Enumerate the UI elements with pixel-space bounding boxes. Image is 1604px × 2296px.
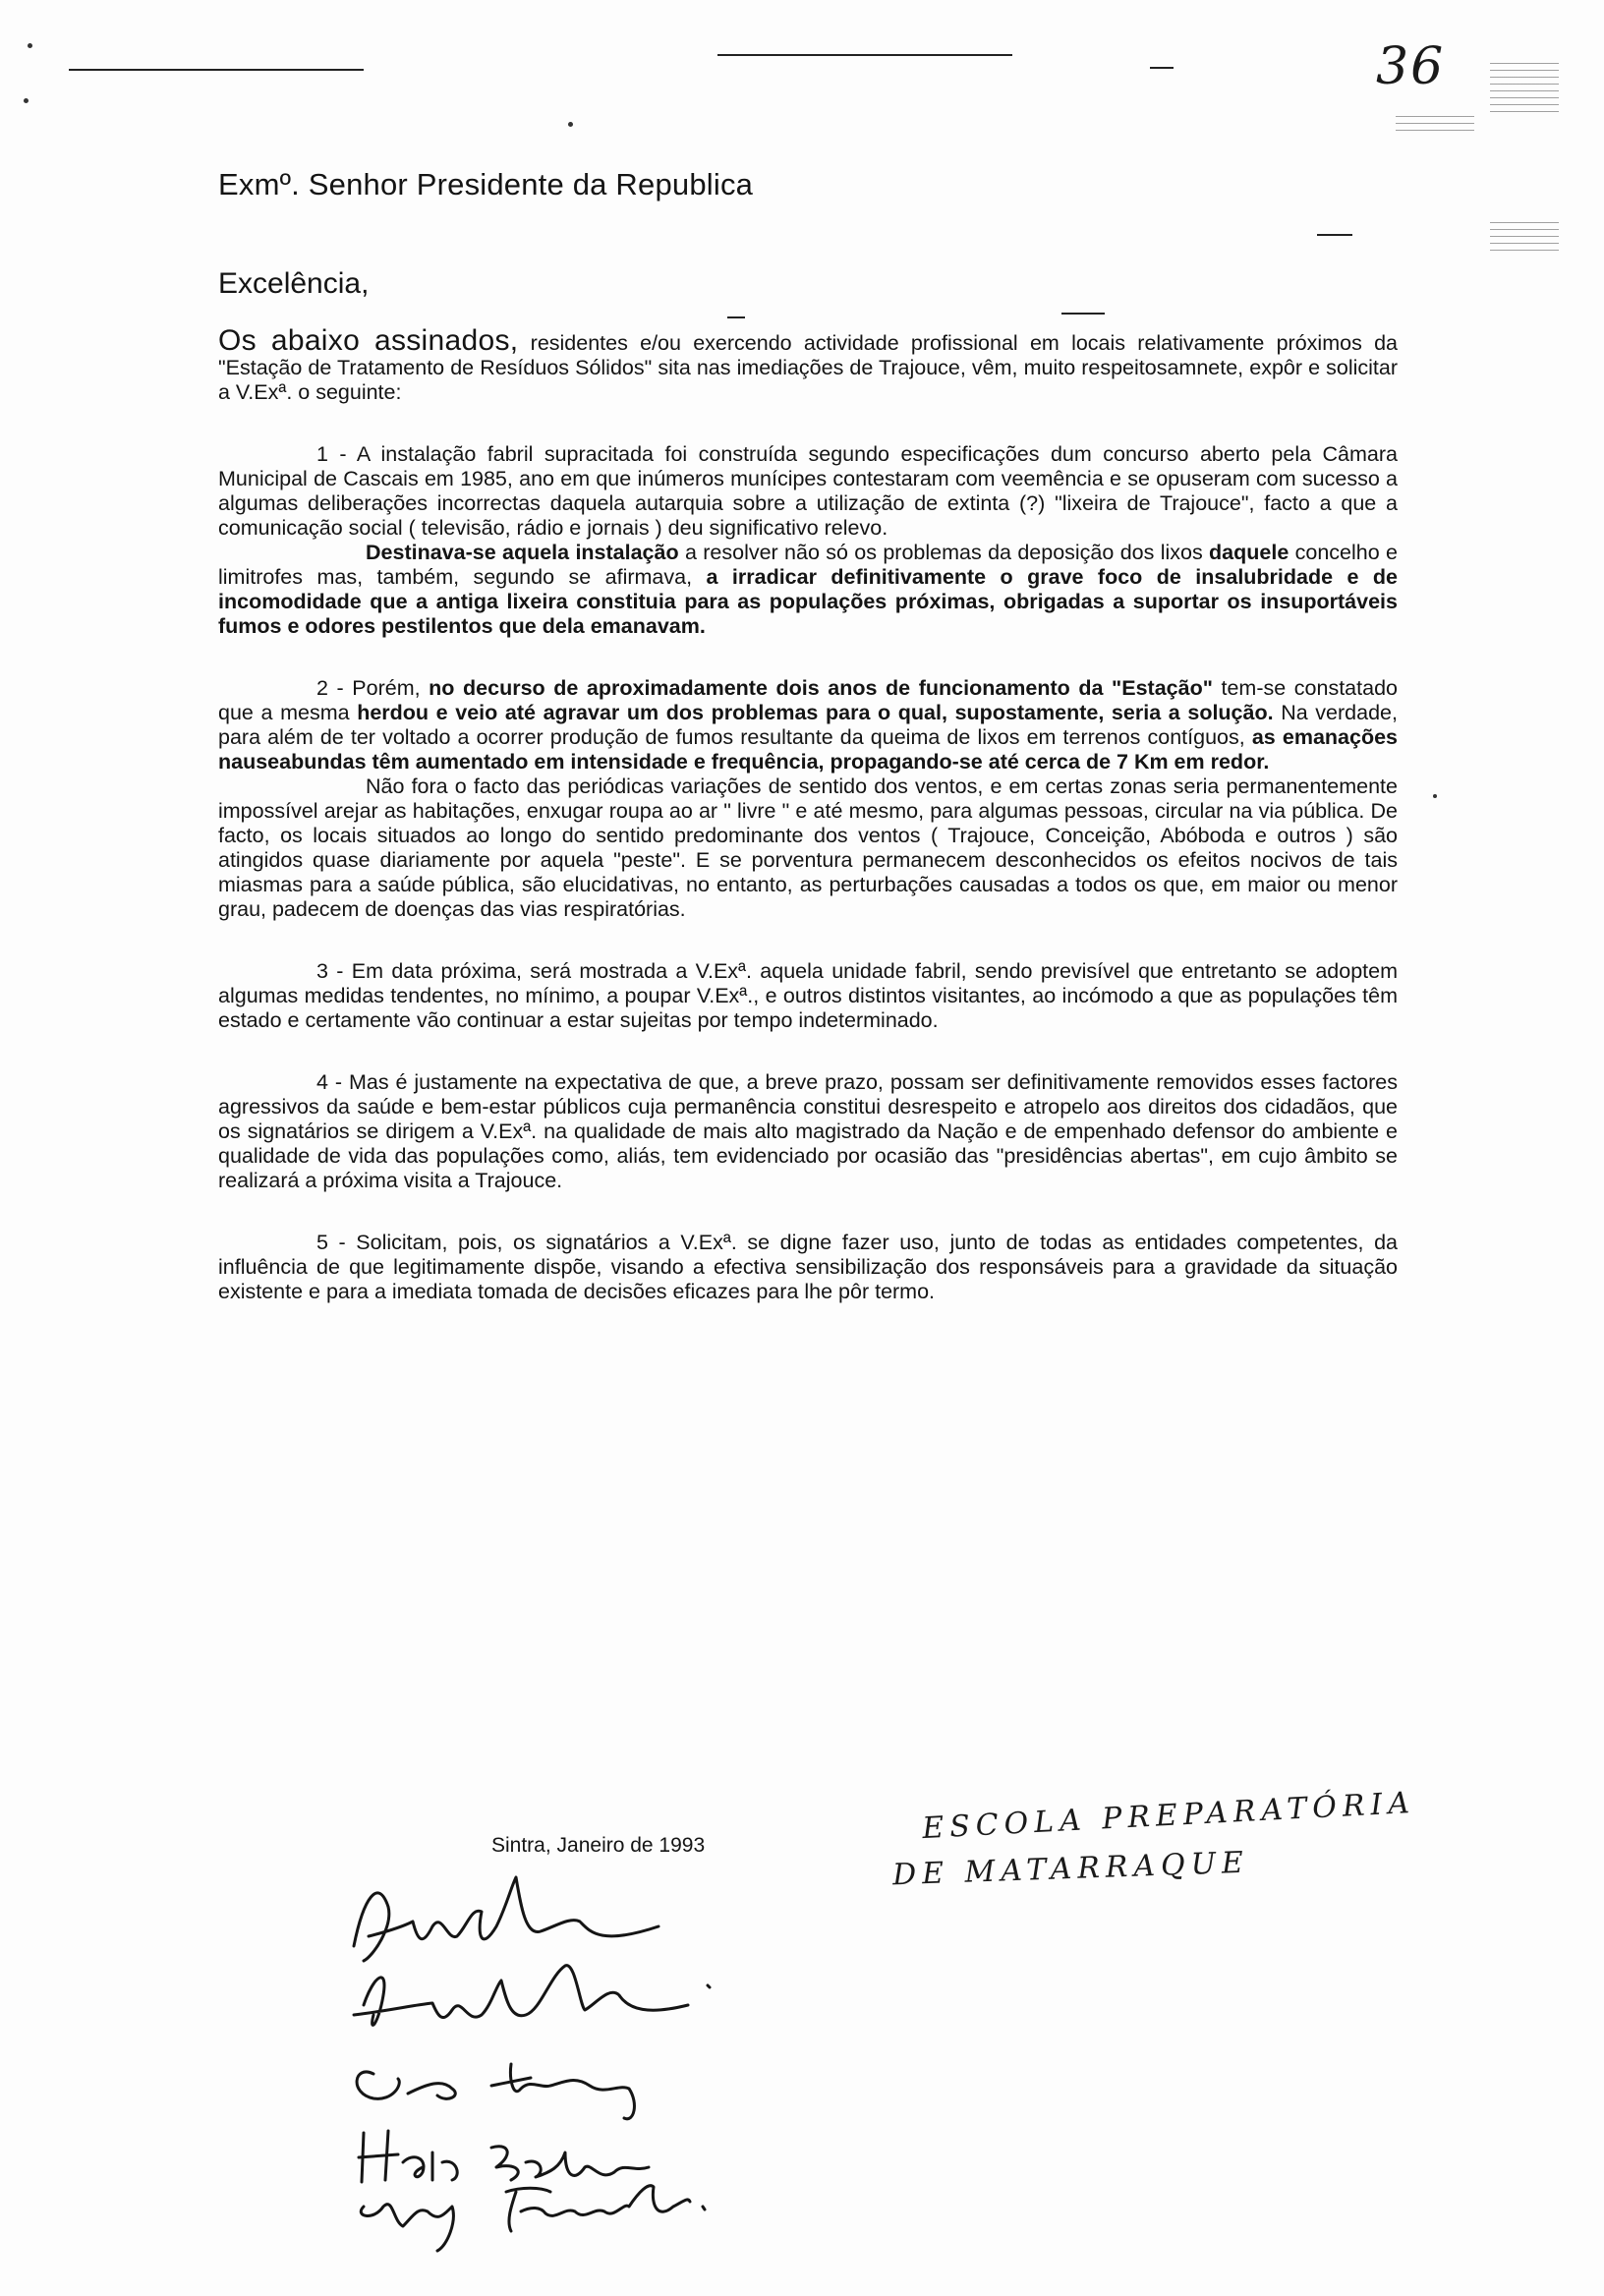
school-line-1: ESCOLA PREPARATÓRIA: [921, 1785, 1416, 1847]
scan-artifact-noise: [1490, 216, 1559, 256]
scan-artifact-noise: [1490, 57, 1559, 116]
paragraph-1: 1 - A instalação fabril supracitada foi construída segundo especificações dum concurso aberto pela Câmara Municipal de Cascais em 1985, ano em que inúmeros munícipes contestaram com veemência e se opuseram com sucesso a algumas deliberações incorrectas daquela autarquia sobre a utilização de extinta (?) "lixeira de Trajouce", facto a que a comunicação social ( televisão, rádio e jornais ) deu significativo relevo.: [218, 442, 1398, 540]
paragraph-1b-bold-1: Destinava-se aquela instalação: [366, 541, 679, 564]
place-and-date: Sintra, Janeiro de 1993: [491, 1834, 706, 1857]
intro-text: residentes e/ou exercendo actividade profissional em locais relativamente próximos da "Estação de Tratamento de Resíduos Sólidos" sita nas imediações de Trajouce, vêm, muito respeitosamnete, expôr e solicitar a V.Exª. o seguinte:: [218, 331, 1398, 404]
page-number: 36: [1376, 37, 1446, 96]
handwritten-school-annotation: [891, 1785, 1443, 1928]
paragraph-5: 5 - Solicitam, pois, os signatários a V.Exª. se digne fazer uso, junto de todas as entidades competentes, da influência de que legitimamente dispõe, visando a efectiva sensibilização dos responsáveis para a gravidade da situação existente e para a imediata tomada de decisões eficazes para lhe pôr termo.: [218, 1231, 1398, 1303]
paragraph-4: 4 - Mas é justamente na expectativa de que, a breve prazo, possam ser definitivamente removidos esses factores agressivos da saúde e bem-estar públicos cuja permanência constitui desrespeito e atropelo aos direitos dos cidadãos, que os signatários se dirigem a V.Exª. na qualidade de mais alto magistrado da Nação e de empenhado defensor do ambiente e qualidade de vida das populações como, aliás, tem evidenciado por ocasião das "presidências abertas", em cujo âmbito se realizará a próxima visita a Trajouce.: [218, 1070, 1398, 1192]
paragraph-2-bold-1: no decurso de aproximadamente dois anos de funcionamento da "Estação": [429, 676, 1213, 700]
paragraph-1b-text-2: concelho e limitrofes mas, também, segundo se afirmava,: [218, 541, 1398, 589]
paragraph-2-text-a: 2 - Porém,: [316, 676, 430, 700]
letter-salutation: Excelência,: [218, 267, 370, 300]
paragraph-2-bold-2: herdou e veio até agravar um dos problemas para o qual, supostamente, seria a solução.: [357, 701, 1274, 724]
intro-paragraph: [218, 324, 1398, 405]
signature-2-mark: [354, 1966, 710, 2026]
scan-artifact-noise: [1396, 110, 1474, 132]
handwritten-signatures: [334, 1867, 944, 2261]
letter-addressee: Exmº. Senhor Presidente da Republica: [218, 167, 754, 201]
scan-artifact-line: [717, 54, 1012, 56]
scan-artifact-speck: [1433, 794, 1437, 798]
scan-artifact-speck: [568, 122, 573, 127]
paragraph-2-bold-3: as emanações nauseabundas têm aumentado em intensidade e frequência, propagando-se até cerca de 7 Km em redor.: [218, 725, 1398, 774]
paragraph-2: [218, 676, 1398, 775]
paragraph-1b-text-1: a resolver não só os problemas da deposição dos lixos: [678, 541, 1210, 564]
paragraph-3: 3 - Em data próxima, será mostrada a V.Exª. aquela unidade fabril, sendo previsível que entretanto se adoptem algumas medidas tendentes, no mínimo, a poupar V.Exª., e outros distintos visitantes, ao incómodo a que as populações têm estado e certamente vão continuar a estar sujeitas por tempo indeterminado.: [218, 959, 1398, 1032]
intro-lead: Os abaixo assinados,: [218, 324, 519, 357]
scan-artifact-line: [69, 69, 364, 71]
paragraph-1b-bold-2: daquele: [1209, 541, 1289, 564]
school-line-2: DE MATARRAQUE: [891, 1845, 1250, 1893]
paragraph-2-text-d: Na verdade, para além de ter voltado a ocorrer produção de fumos resultante da queima de lixos em terrenos contíguos,: [218, 701, 1398, 749]
signature-1-mark: [354, 1877, 659, 1961]
signature-3-mark: [357, 2064, 634, 2119]
scan-artifact-speck: [24, 98, 29, 103]
paragraph-gap: [218, 639, 1398, 676]
letter-body: [218, 167, 1398, 1304]
paragraph-2-text-c: tem-se constatado que a mesma: [218, 676, 1398, 724]
paragraph-1b: [218, 541, 1398, 639]
paragraph-gap: [218, 1193, 1398, 1231]
paragraph-2b: Não fora o facto das periódicas variações de sentido dos ventos, e em certas zonas seria permanentemente impossível arejar as habitações, enxugar roupa ao ar " livre " e até mesmo, para algumas pessoas, circular na via pública. De facto, os locais situados ao longo do sentido predominante dos ventos ( Trajouce, Conceição, Abóboda e outros ) são atingidos quase diariamente por aquela "peste". E se porventura permanecem desconhecidos os efeitos nocivos de tais miasmas para a saúde pública, são elucidativas, no entanto, as perturbações causadas a todos os que, em maior ou menor grau, padecem de doenças das vias respiratórias.: [218, 775, 1398, 921]
paragraph-gap: [218, 1033, 1398, 1070]
paragraph-1b-bold-3: a irradicar definitivamente o grave foco de insalubridade e de incomodidade que a antiga lixeira constituia para as populações próximas, obrigadas a suportar os insuportáveis fumos e odores pestilentos que dela emanavam.: [218, 565, 1399, 638]
scan-artifact-speck: [28, 43, 32, 48]
signature-5-mark: [361, 2186, 705, 2251]
scan-artifact-line: [1150, 67, 1174, 69]
paragraph-gap: [218, 922, 1398, 959]
signature-4-mark: [359, 2131, 649, 2182]
